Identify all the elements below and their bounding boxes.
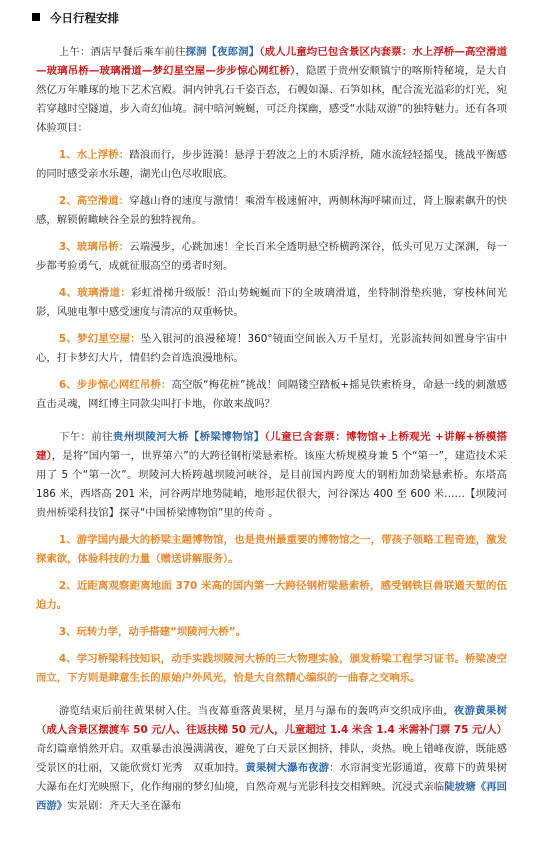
bridge-museum-name: 贵州坝陵河大桥【桥梁博物馆】 — [113, 431, 265, 443]
night-tour-ticket-note: （成人含景区摆渡车 50 元/人、往返扶梯 50 元/人，儿童超过 1.4 米含 1.4 米需补门票 75 元/人） — [36, 724, 507, 736]
cave-activity-text: 踏浪而行，步步涟漪！悬浮于碧波之上的木质浮桥，随水流轻轻摇曳，挑战平衡感的同时感受亲水乐趣，湖光山色尽收眼底。 — [36, 149, 507, 180]
bridge-ticket-note: （儿童已含套票：博物馆+上桥观光 +讲解+桥模搭建） — [36, 431, 508, 462]
morning-paragraph: 上午：酒店早餐后乘车前往探洞【夜郎洞】（成人儿童均已包含景区内套票：水上浮桥—高空滑道—玻璃吊桥—玻璃滑道—梦幻星空屋—步步惊心网红桥），隐匿于贵州安顺镇宁的喀斯特秘境，是大自然亿万年雕琢的地下艺术宫殿。洞内钟乳石千姿百态，石幔如瀑、石笋如林，配合流光溢彩的灯光，宛若穿越时空隧道，步入奇幻仙境。洞中暗河蜿蜒，可泛舟探幽，感受“水陆双游”的独特魅力。还有各项体验项目： — [36, 46, 508, 134]
bridge-highlight-item: 4、学习桥梁科技知识，动手实践坝陵河大桥的三大物理实验，颁发桥梁工程学习证书。桥梁凌空而立，下方则是肆意生长的原始户外风光，恰是大自然精心编织的一曲春之交响乐。 — [36, 653, 507, 684]
cave-activity-item — [36, 284, 507, 322]
section-title: 今日行程安排 — [32, 6, 507, 30]
night-tour-name: 夜游黄果树 — [453, 705, 508, 717]
cave-activity-label: 6、步步惊心网红吊桥： — [58, 379, 172, 391]
cave-activity-text: 高空版“梅花桩”挑战！间隔镂空踏板+摇晃铁索桥身，命悬一线的刺激感直击灵魂，网红博主同款尖叫打卡地，你敢来战吗？ — [36, 379, 507, 410]
cave-activity-item — [36, 330, 507, 368]
bridge-highlight-list — [36, 531, 507, 688]
evening-paragraph: 游览结束后前往黄果树入住。当夜幕垂落黄果树，星月与瀑布的轰鸣声交织成序曲，夜游黄果树（成人含景区摆渡车 50 元/人、往返扶梯 50 元/人，儿童超过 1.4 米含 1.4 米需补门票 75 元/人）奇幻篇章悄然开启。双重暴击浪漫满满夜，避免了白天景区拥挤，排队，炎热。晚上错峰夜游，既能感受景区的壮丽，又能欣赏灯光秀 双重加持。黄果树大瀑布夜游：水帘洞变光影通道，夜幕下的黄果树大瀑布在灯光映照下，化作绚丽的梦幻仙境，自然奇观与光影科技交相辉映。沉浸式亲临陡坡塘《再回西游》实景剧：齐天大圣在瀑布 — [36, 705, 508, 812]
cave-name: 探洞【夜郎洞】 — [185, 46, 260, 58]
show-name: 陡坡塘《再回西游》 — [36, 781, 507, 812]
waterfall-night-tour: 黄果树大瀑布夜游 — [245, 762, 330, 774]
cave-activity-label: 1、水上浮桥： — [58, 149, 130, 161]
cave-activity-text: 穿越山脊的速度与激情！乘滑车极速俯冲，两侧林海呼啸而过，肾上腺素飙升的快感，解锁俯瞰峡谷全景的独特视角。 — [36, 195, 507, 226]
square-bullet-icon — [32, 13, 40, 21]
cave-activity-label: 2、高空滑道： — [58, 195, 130, 207]
afternoon-paragraph: 下午：前往贵州坝陵河大桥【桥梁博物馆】（儿童已含套票：博物馆+上桥观光 +讲解+桥模搭建），是将“国内第一，世界第六”的大跨径钢桁梁悬索桥。该座大桥规模身兼 5 个“第一”，建造技术采用了 5 个“第一次”。坝陵河大桥跨越坝陵河峡谷，是目前国内跨度大的钢桁加劲梁悬索桥。东塔高 186 米，西塔高 201 米，河谷两岸地势陡峭，地形起伏很大，河谷深达 400 至 600 米……【坝陵河贵州桥梁科技馆】探寻“中国桥梁博物馆”里的传奇 。 — [36, 431, 508, 519]
cave-ticket-note: （成人儿童均已包含景区内套票：水上浮桥—高空滑道—玻璃吊桥—玻璃滑道—梦幻星空屋—步步惊心网红桥） — [36, 46, 508, 77]
cave-activity-text: 坠入银河的浪漫秘境！360°镜面空间嵌入万千星灯，光影流转间如置身宇宙中心，打卡梦幻大片，情侣约会首选浪漫地标。 — [36, 333, 507, 364]
cave-activity-label: 5、梦幻星空屋： — [58, 333, 141, 345]
bridge-highlight-item: 3、玩转力学，动手搭建“坝陵河大桥”。 — [58, 626, 247, 638]
cave-activity-text: 云端漫步，心跳加速！全长百米全透明悬空桥横跨深谷，低头可见万丈深渊，每一步都考验勇气，成就征服高空的勇者时刻。 — [36, 241, 507, 272]
cave-activity-text: 彩虹滑梯升级版！沿山势蜿蜒而下的全玻璃滑道，坐特制滑垫疾驰，穿梭林间光影，风驰电掣中感受速度与清凉的双重畅快。 — [36, 287, 508, 318]
cave-activity-item — [36, 238, 507, 276]
cave-activity-label: 4、玻璃滑道： — [58, 287, 131, 299]
bridge-highlight-item: 2、近距离观察距离地面 370 米高的国内第一大跨径钢桁梁悬索桥，感受钢铁巨兽联通天堑的伍迫力。 — [36, 580, 507, 611]
bridge-highlight-item: 1、游学国内最大的桥梁主题博物馆，也是贵州最重要的博物馆之一，带孩子领略工程奇迹，激发探索欲，体验科技的力量（赠送讲解服务）。 — [36, 534, 507, 565]
cave-activity-list — [36, 146, 507, 414]
cave-activity-item — [36, 376, 507, 414]
cave-activity-label: 3、玻璃吊桥： — [58, 241, 130, 253]
cave-activity-item — [36, 146, 507, 184]
cave-activity-item — [36, 192, 507, 230]
